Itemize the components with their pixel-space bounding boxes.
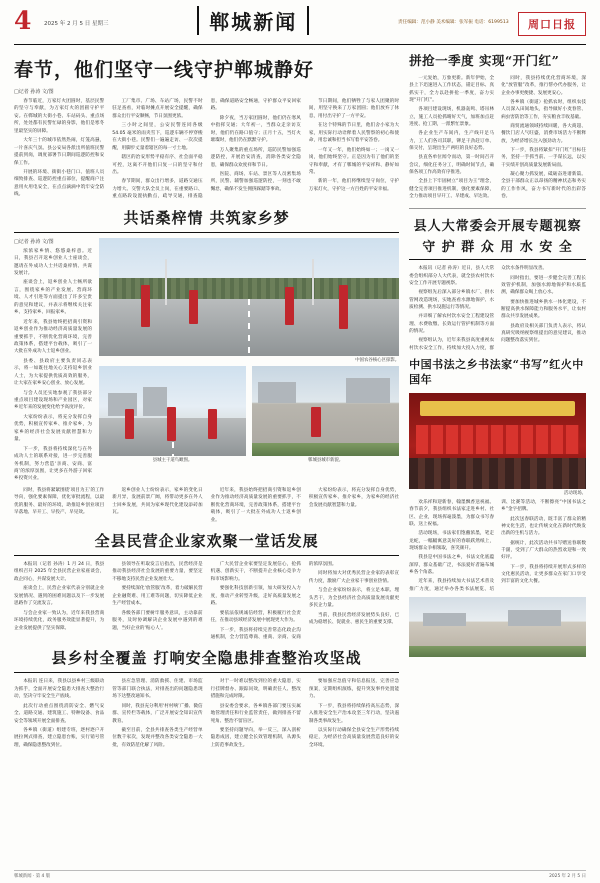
right-column — [409, 51, 586, 751]
paragraph: 在这个特殊的节日里，他们舍小家为大家，用实际行动诠释着人民警察的初心和使命，用忠诚和担当书写着平安答卷。 — [308, 123, 400, 144]
masthead — [14, 0, 586, 42]
paragraph: 节日期间，他们牺牲了与家人团聚的时间，用坚守换来了万家团圆；他们放弃了休息，用付出守护了一方平安。 — [308, 99, 400, 119]
paragraph: 辖区的治安形势平稳有序、社会面平稳可控，这离不开他们日复一日的坚守和付出。 — [112, 155, 203, 175]
paragraph: 各乡镇（街道）抢抓农时，组织农技人员深入田间地头，指导做好小麦春管、病虫害防治等工作，夯实粮食丰收基础。 — [501, 99, 586, 120]
paragraph: 下一步，我县将持续开展形式多样的文化惠民活动，让更多群众在家门口享受到丰富的文化大餐。 — [501, 564, 586, 585]
paragraph: 同时指出，要进一步健全完善工程长效管护机制，加强水源地保护和水质监测，确保群众喝上放心水。 — [501, 275, 586, 296]
paragraph: 座谈会上，返乡创业人士畅所欲言，围绕家乡的产业发展、营商环境、人才引进等方面提出了许多宝贵的意见和建议，并表示将继续关注家乡、支持家乡、回报家乡。 — [14, 280, 92, 316]
paragraph: 下一步，我县将持续完善常态化政企沟通机制，全力营造尊商、重商、亲商、安商的浓厚氛围。 — [210, 562, 337, 640]
water-title-line1: 县人大常委会开展专题视察 — [413, 219, 582, 235]
masthead-rule — [14, 44, 586, 45]
photo-calligraphy-event — [409, 393, 586, 489]
paragraph: 春节期间，群众出行增多，道路交通压力增大。交警大队全员上岗，在重要路口、重点路段设置执勤点，疏导交通，排查隐患，确保道路安全畅通，守护群众平安回家路。 — [112, 99, 301, 200]
paragraph: 视察组认为，近年来我县高度重视农村饮水安全工作，持续加大投入力度，群众饮水条件明显改善。 — [409, 266, 548, 351]
paragraph: 要持续深化‘放管服’改革，着力破解民营企业融资难、用工难等问题，切实降低企业生产经营成本。 — [112, 586, 203, 607]
water-byline: 本报讯（记者 孙涛）近日，县人大常委会组织部分人大代表，就全县农村饮水安全工作开展专题视察。 — [409, 266, 495, 287]
paragraph: 截至目前，全县共排查各类生产经营单位数千家次，发现并整改各类安全隐患一大批，有效防范化解了风险。 — [112, 728, 203, 748]
paragraph: 县直各单位闻令而动，第一时间召开会议，细化任务分工，明确时间节点，确保各项工作高效有序推进。 — [409, 155, 495, 175]
paragraph: 各乡镇（街道）组建专班，逐村逐户开展拉网式排查，建立隐患台账，实行销号管理，确保隐患整改到位。 — [14, 728, 105, 748]
business-body — [14, 561, 399, 641]
paragraph: 同时，我县将紧紧围绕‘项目为王’的工作导向，强化要素保障，优化审批流程，以最优的服务、最好的环境，助推返乡创业项目早落地、早开工、早投产、早见效。 — [14, 487, 105, 516]
village-byline: □记者 孙涛 文/图 — [14, 238, 54, 245]
lead-body — [14, 98, 399, 201]
calligraphy-title: 中国书法之乡书法家“书写”红火中国年 — [409, 358, 584, 386]
paragraph: 开展的环境、街街小巷门口、值班人员细致排查、巡逻防控重点部位，提醒商户注意用火用电安全，在点点滴滴中筑牢安全防线。 — [14, 169, 105, 198]
divider — [409, 208, 586, 209]
paragraph: 并详细了解农村饮水安全工程建设管理、水费收缴、长效运行管护机制等方面的情况。 — [409, 314, 495, 335]
paragraph: 县政府及相关部门负责人表示，将认真研究吸纳视察组提出的意见建议，推动问题整改落实到位。 — [501, 323, 586, 344]
paragraph: 对于一时难以整改到位的重大隐患，实行挂牌督办、跟踪问效，明确责任人、整改措施和完成时限。 — [210, 679, 301, 700]
paragraph: 下一步，我县将持续深化与在外成功人士的联系对接，进一步完善服务机制，努力营造‘亲商、安商、富商’的浓厚氛围，让更多在外游子回家乡投资兴业。 — [14, 446, 92, 482]
right-lead-headline: 拼抢一季度 实现“开门红” — [409, 53, 560, 68]
masthead-title-block — [109, 6, 399, 35]
divider — [14, 232, 399, 233]
footer-right: 2025 年 2 月 5 日 — [549, 874, 586, 879]
paragraph: 县安委会要求，各乡镇各部门要压实属地管理责任和行业监管责任，做到排查不留死角、整治不留盲区。 — [210, 703, 301, 724]
paragraph: 近年来，我县持续加大书法艺术普及推广力度，通过举办各类书法展览、培训、比赛等活动，不断擦亮“中国书法之乡”金字招牌。 — [409, 499, 586, 592]
paragraph: 我县是中国书法之乡，书法文化底蕴深厚，群众基础广泛，书法爱好者遍布城乡各个角落。 — [409, 555, 495, 575]
paragraph: 要依法依规诚信经营，积极履行社会责任，在推动县域经济发展中展现更大作为。 — [210, 610, 301, 624]
paragraph: 县委、县政府主要负责同志表示，将一如既往地关心支持返乡创业人士，为大家提供优质高效的服务，让大家在家乡安心创业、放心发展。 — [14, 358, 92, 387]
page-columns — [14, 51, 586, 751]
paragraph: 下一步，我县将紧扣“开门红”目标任务，坚持一手抓当前、一手谋长远，以实干实绩开创高质量发展新局面。 — [501, 147, 586, 168]
water-title-line2: 守 护 群 众 用 水 安 全 — [422, 240, 573, 256]
paragraph: 与会人员还实地参观了我县部分重点项目建设现场和产业园区，对家乡近年来的发展变化给予高度评价。 — [14, 390, 92, 411]
right-lead-body — [409, 75, 586, 203]
masthead-date: 2025 年 2 月 5 日 星期三 — [44, 21, 109, 27]
photo-caption: 县城主干道鸟瞰图。 — [152, 457, 193, 463]
paragraph: 一年又一年，他们始终如一；一岗又一岗，他们始终坚守。正是因为有了他们的坚守和奉献，才有了郸城的平安祥和、静好如常。 — [308, 147, 400, 175]
paragraph: 活动现场，书法家们饱蘸浓墨，笔走龙蛇，一幅幅寓意美好的春联跃然纸上，现场群众争相领取，喜笑颜开。 — [409, 531, 495, 551]
paragraph: 要加快推进城乡供水一体化建设，不断提高供水保障能力和服务水平，让农村群众共享发展成果。 — [501, 299, 586, 320]
paragraph: 与会企业家一致认为，近年来我县营商环境持续优化，政务服务效能显著提升，为企业发展提供了坚实保障。 — [14, 610, 105, 631]
paragraph: 据统计，此次活动共书写赠送春联数千副，受到了广大群众的热烈欢迎和一致好评。 — [501, 540, 586, 561]
photo-plaza — [252, 366, 399, 456]
paragraph: 要强化科技创新引领，加大研发投入力度，推动产业转型升级，走好高质量发展之路。 — [210, 586, 301, 607]
paragraph: 凝心聚力抓发展，砥砺奋进谱新篇。全县干部群众正以昂扬的精神状态和务实的工作作风，奋力书写新时代的出彩答卷。 — [501, 172, 586, 200]
paragraph: 此次送春联活动，既丰富了群众的精神文化生活，也让传统文化在新时代焕发出新的生机与活力。 — [501, 516, 586, 537]
safety-body — [14, 678, 399, 751]
village-body-bottom — [14, 487, 399, 524]
paragraph: 工厂集市、广场、车站广场，民警不时驻足查看，对临时摊点开展安全提醒，确保群众出行平安顺畅，节日氛围更浓。 — [112, 99, 203, 119]
calligraphy-body — [409, 499, 586, 593]
safety-section-title: 县乡村全覆盖 打响安全隐患排查整治攻坚战 — [51, 649, 362, 668]
paragraph: 座谈会上，民营企业家代表分别就企业发展情况、遇到的困难问题以及下一步发展思路作了交流发言。 — [14, 586, 105, 607]
paragraph: 一元复始，万象更新。新年伊始，全县上下迅速进入工作状态，锚定目标、真抓实干，全力以赴拼抢一季度，奋力实现“开门红”。 — [409, 75, 495, 103]
paragraph: 浓浓家乡情、悠悠桑梓意。近日，我县召开返乡创业人士座谈会，邀请在外成功人士共话桑梓情、共谋发展计。 — [14, 248, 92, 276]
paragraph: 各级各部门要树牢服务意识，主动靠前服务，及时协调解决企业发展中遇到的难题，当好企业的‘贴心人’。 — [112, 610, 203, 631]
lead-headline: 春节，他们坚守一线守护郸城静好 — [14, 59, 315, 81]
paragraph: 要加强应急值守和信息报送，完善应急预案，定期组织演练，提升突发事件处置能力。 — [308, 679, 400, 700]
paragraph: 本报讯 连日来，我县以县乡村三级联动为抓手，全面开展安全隐患大排查大整治行动，坚决守牢安全生产底线。 — [14, 679, 105, 700]
paragraph: 广大民营企业家要坚定发展信心，抢抓机遇、创新实干，不断提升企业核心竞争力和市场影响力。 — [210, 562, 301, 582]
photo-city-banner — [99, 366, 246, 456]
paragraph: 大年三十的城市依然热闹，灯笼高悬，一片喜庆气氛。县公安局各派出所值班民警提前到岗，调度部署节日期间巡逻防控和安保工作。 — [14, 138, 105, 166]
paragraph: 要坚持问题导向，举一反三，深入剖析隐患成因，建立健全长效管理机制，从源头上防范事故发生。 — [210, 728, 301, 748]
paragraph: 新的一年，他们将继续坚守岗位，守护万家灯火，守护这一方百姓的平安幸福。 — [308, 179, 400, 192]
footer-left: 郸城新闻 · 第 4 版 — [14, 874, 51, 879]
photo-caption: 郸城县城市新貌。 — [308, 457, 344, 463]
paragraph: 三小时之间里，公安民警连同各级 54.05 毫米的雨夹雪下，巡逻车辆不停穿梭在大街小巷。民警们一遍遍走访、一次次提醒，用脚步丈量着辖区的每一寸土地。 — [112, 123, 203, 151]
paragraph: 春节临近，万家灯火团圆时，基层民警的坚守与奉献，为万家灯火的团圆守护平安。在郸城的大街小巷、车站码头、重点场所，处处都有民警忙碌的身影，他们是寒冬里最坚实的屏障。 — [14, 99, 105, 134]
village-section-title: 共话桑梓情 共筑家乡梦 — [123, 208, 290, 227]
divider — [409, 259, 586, 260]
paragraph: 大家纷纷表示，将充分发挥自身优势，积极宣传家乡、推介家乡，为家乡的经济社会发展贡献智慧和力量。 — [308, 487, 400, 508]
paragraph: 各项目建设现场，机器轰鸣、塔吊林立，施工人员抢抓晴好天气，加班加点赶进度、抢工期，一派繁忙景象。 — [409, 107, 495, 127]
left-column — [14, 51, 399, 751]
paragraph: 近年来，我县始终把招商引资和返乡创业作为推动经济高质量发展的重要抓手，不断优化营商环境，完善政策体系，搭建平台载体，吸引了一大批在外成功人士返乡创业。 — [210, 487, 301, 523]
paragraph: 县应急管理、消防救援、住建、市场监管等部门联合执法，对排查出的问题隐患现场下达整改通知书。 — [112, 679, 203, 700]
masthead-contact: 责任编辑：范小静 美术编辑：张军振 电话：6199513 — [398, 20, 509, 25]
paragraph: 同时，我县持续优化营商环境，深化“放管服”改革，推行帮办代办服务，让企业办事更便捷、发展更安心。 — [501, 75, 586, 96]
photo-caption: 活动现场。 — [564, 490, 586, 496]
paragraph: 与会企业家纷纷表示，将立足本职、埋头苦干，为全县经济社会高质量发展贡献更多民企力量。 — [308, 588, 400, 609]
paragraph: 县领导在听取发言后指出，民营经济是推动我县经济社会发展的重要力量，要坚定不移地支持民营企业发展壮大。 — [112, 562, 203, 582]
paragraph: 此次行动重点围绕消防安全、燃气安全、道路交通、建筑施工、特种设备、食品安全等领域开展全面排查。 — [14, 703, 105, 724]
photo-road-banners — [99, 238, 399, 356]
publisher-logo: 周口日报 — [518, 12, 586, 36]
village-body-left — [14, 248, 92, 485]
paragraph: 各企业生产车间内，生产线开足马力，工人们各司其职，铆足干劲赶订单、保交付，呈现出生产两旺的良好态势。 — [409, 131, 495, 151]
paragraph: 商贸流通领域持续回暖，各大商超、餐饮门店人气旺盛，消费市场活力不断释放，为经济增长注入强劲动力。 — [501, 123, 586, 144]
paragraph: 全县上下牢固树立“项目为王”理念，健全完善项目推进机制，强化要素保障，全力推动项目早开工、早建成、早达效。 — [409, 179, 495, 200]
paragraph: 大家纷纷表示，将充分发挥自身优势，积极宣传家乡、推介家乡，为家乡的经济社会发展贡献智慧和力量。 — [14, 414, 92, 443]
paper-name: 郸城新闻 — [197, 6, 309, 35]
paragraph: 欢乐祥和迎新春，翰墨飘香送祝福。春节前夕，我县组织书法家走进乡村、社区、企业，现场挥毫泼墨，为群众书写春联、送上祝福。 — [409, 499, 495, 527]
business-byline: 本报讯（记者 孙涛）1 月 24 日，我县组织召开 2025 年全县民营企业家座谈会，政企同心，共谋发展大计。 — [14, 562, 105, 582]
paragraph: 当前，我县民营经济发展势头良好，已成为稳增长、促就业、惠民生的重要支撑。 — [308, 612, 400, 626]
paragraph: 以实际行动确保全县安全生产形势持续稳定，为经济社会高质量发展营造良好的安全环境。 — [308, 728, 400, 748]
water-body — [409, 265, 586, 352]
photo-caption: 中国农谷核心区掠影。 — [355, 357, 400, 363]
page-footer — [14, 870, 586, 879]
divider — [14, 672, 399, 673]
paragraph: 万人聚集的重点场所，巡防民警加强巡逻防控，开展治安清查，消除各类安全隐患，确保群众欢度祥和节日。 — [210, 147, 301, 168]
paragraph: 同时将加大对优秀民营企业家的表彰宣传力度，激励广大企业家干事创业热情。 — [308, 571, 400, 584]
paragraph: 返乡创业人士纷纷表示，家乡的变化日新月异，发展前景广阔，将带动更多在外人士回乡发展，共同为家乡现代化建设添砖加瓦。 — [112, 487, 203, 516]
paragraph: 医院、商场、车站、景区等人员密集场所，民警、辅警加强巡逻防控，一刻也不敢懈怠，确保不发生拥挤踩踏等事故。 — [210, 171, 301, 192]
paragraph: 视察组先后深入部分乡镇水厂、供水管网改造现场，实地查看水源地保护、水质检测、供水设施运行等情况。 — [409, 290, 495, 311]
business-section-title: 全县民营企业家欢聚一堂话发展 — [94, 532, 319, 550]
paragraph: 下一步，我县将持续保持高压态势，深入推进安全生产治本攻坚三年行动，坚决遏制各类事故发生。 — [308, 703, 400, 724]
paragraph: 近年来，我县始终把招商引资和返乡创业作为推动经济高质量发展的重要抓手，不断优化营商环境，完善政策体系，搭建平台载体，吸引了一大批在外成功人士返乡创业。 — [14, 319, 92, 355]
paragraph: 同时，我县充分利用‘村村响’广播、微信群、宣传栏等载体，广泛开展安全知识宣传教育。 — [112, 703, 203, 724]
lead-byline: □记者 孙涛 文/图 — [14, 89, 54, 95]
photo-village-scene — [409, 597, 586, 657]
page-number: 4 — [14, 6, 32, 35]
divider — [14, 555, 399, 556]
paragraph: 除夕夜，当万家团圆时，他们仍在寒风中指挥交通；大年初一，当群众走亲访友时，他们仍在路口值守；正月十五，当灯火璀璨时，他们仍在默默守护。 — [210, 115, 301, 144]
